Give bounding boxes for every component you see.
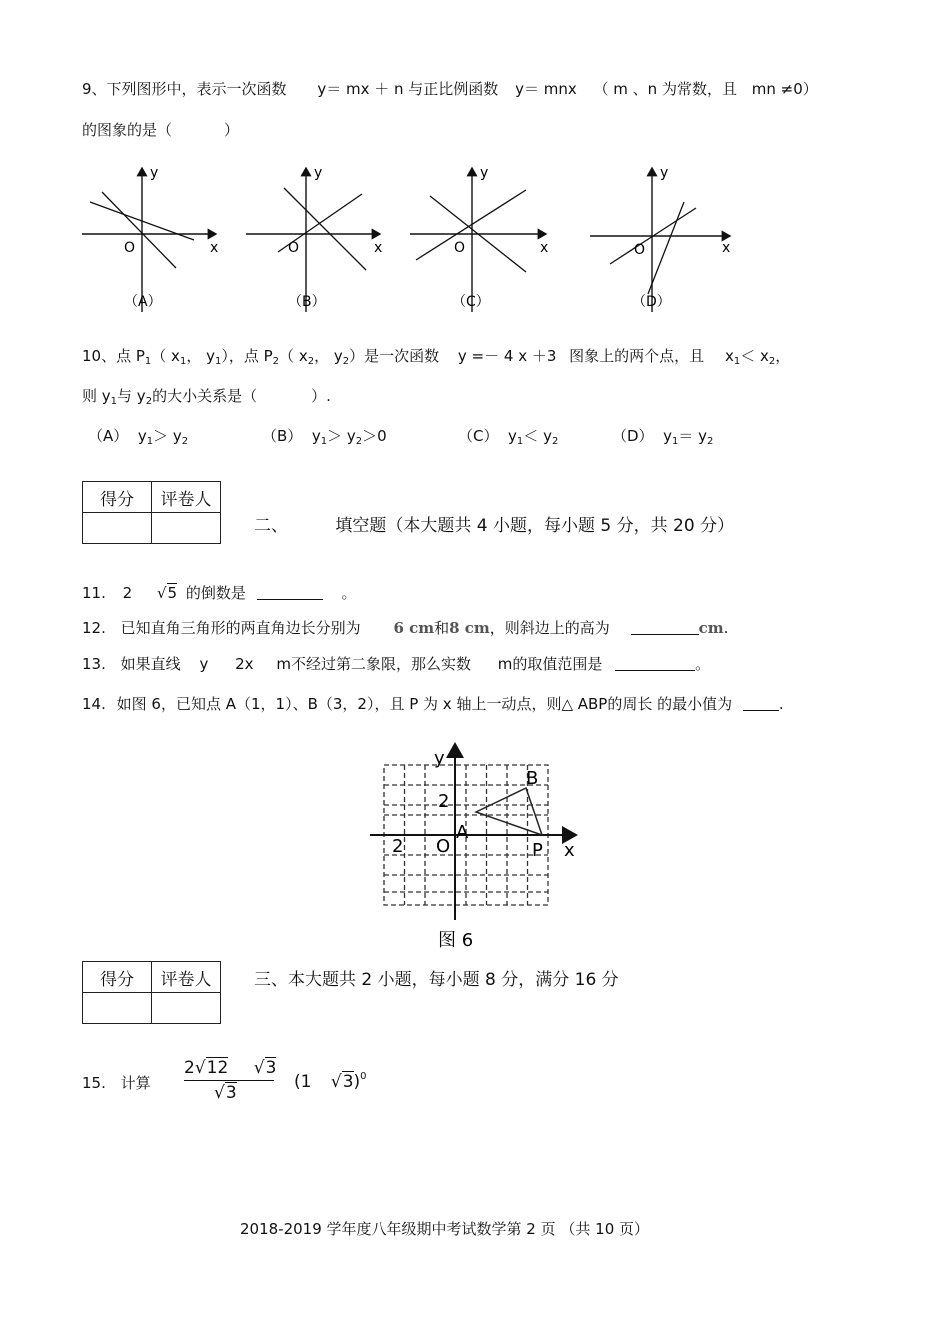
q10-option-c-tag: （C） — [458, 427, 499, 445]
grader-label: 评卷人 — [152, 482, 221, 513]
graph-c-x-label: x — [540, 240, 549, 256]
q10-option-a-tag: （A） — [88, 427, 129, 445]
section-3-title: 三、本大题共 2 小题，每小题 8 分，满分 16 分 — [254, 970, 619, 990]
q9-text-mid: 与正比例函数 — [408, 80, 499, 98]
fig6-tick-y-2: 2 — [438, 791, 450, 812]
q10-line2-a: 则 y — [82, 387, 111, 405]
q14-answer-blank[interactable] — [743, 696, 779, 711]
graph-b-x-label: x — [374, 240, 383, 256]
q14-num: 14. — [82, 695, 106, 713]
graph-d-x-label: x — [722, 240, 731, 256]
q11-coef: 2 — [122, 584, 133, 602]
q10-cmp: x — [724, 347, 734, 365]
q10-p2-y: ， y — [314, 347, 343, 365]
q10-tail: 图象上的两个点，且 — [569, 347, 705, 365]
q12-text: 已知直角三角形的两直角边长分别为 — [120, 619, 361, 637]
score-cell-2[interactable] — [83, 993, 152, 1024]
q10-p1-y: ， y — [186, 347, 215, 365]
graph-b-y-label: y — [314, 165, 323, 181]
q15-coef: 2 — [184, 1058, 195, 1078]
q9-graphs — [80, 160, 740, 315]
q12 — [82, 617, 728, 638]
q12-and: 和 — [434, 619, 450, 637]
graph-d-origin: O — [634, 242, 646, 258]
q11-radicand: 5 — [167, 584, 178, 602]
graph-c-label: （C） — [452, 294, 490, 310]
q15-den-rad: 3 — [225, 1083, 237, 1103]
graph-a-origin: O — [124, 240, 136, 256]
q15-num: 15. — [82, 1074, 106, 1092]
graph-c-origin: O — [454, 240, 466, 256]
graph-c — [410, 165, 548, 312]
graph-c-line-1 — [416, 190, 526, 260]
q9-formula-2: y＝ mnx — [515, 80, 577, 98]
fig6-triangle-abp — [476, 788, 542, 835]
q10-cmp-end: ， — [775, 347, 791, 365]
q15-paren-open: (1 — [294, 1072, 312, 1092]
figure-6 — [360, 740, 590, 955]
q13-m: m — [276, 655, 291, 673]
q10-option-a-y1: y — [137, 427, 147, 445]
graph-c-y-label: y — [480, 165, 489, 181]
q13-num: 13. — [82, 655, 106, 673]
q10-p1: 10、点 P — [82, 347, 145, 365]
q13-text-a: 如果直线 — [120, 655, 181, 673]
q13-end: 。 — [695, 655, 711, 673]
q12-value-1: 6 cm — [393, 619, 435, 637]
q13-text-c: 不经过第二象限，那么实数 — [290, 655, 471, 673]
q10-line2-c: 的大小关系是（ — [152, 387, 258, 405]
q11-end: 。 — [341, 584, 357, 602]
q9-condition: （ m 、n 为常数，且 — [593, 80, 737, 98]
q14 — [82, 693, 784, 714]
q10-option-d: （D） $y_1= y_2$ — [612, 427, 714, 447]
graph-a-x-label: x — [210, 240, 219, 256]
q12-tail: ，则斜边上的高为 — [489, 619, 610, 637]
fig6-y-label: y — [434, 748, 445, 769]
q9-line2 — [82, 119, 239, 140]
graph-a-y-label: y — [150, 165, 159, 181]
q11-answer-blank[interactable] — [257, 585, 323, 600]
q9-line1 — [82, 78, 818, 99]
q15-exponent: 0 — [360, 1071, 367, 1082]
q10-p2-close: ）是一次函数 — [349, 347, 440, 365]
fig6-point-b: B — [526, 768, 539, 789]
q9-formula-1: y＝ mx ＋ n — [317, 80, 404, 98]
q10-line2-b: 与 y — [117, 387, 146, 405]
q14-text: 如图 6，已知点 A（1，1）、B（3，2），且 P 为 x 轴上一动点，则△ ABP的周长 的最小值为 — [116, 695, 733, 713]
section-2-title: 填空题（本大题共 4 小题，每小题 5 分，共 20 分） — [335, 516, 735, 536]
q10-option-a: （A） $y_1> y_2$ — [88, 427, 189, 447]
graph-b — [246, 165, 382, 312]
q10-option-d-y1: y — [663, 427, 672, 445]
q10-option-d-y2: ＝ y — [678, 427, 708, 445]
q12-value-2: 8 cm — [449, 619, 490, 637]
q10-option-c-y1: y — [508, 427, 517, 445]
q15-fraction — [184, 1058, 276, 1103]
fig6-point-a: A — [456, 822, 469, 843]
score-label: 得分 — [83, 482, 152, 513]
q10-line2: 则 $y_1$与 $y_2$的大小关系是（ ）. — [82, 387, 331, 407]
fig6-point-p: P — [532, 840, 543, 861]
q13-2x: 2x — [235, 655, 254, 673]
q15-paren-rad: 3 — [342, 1072, 354, 1092]
q11-text: 的倒数是 — [185, 584, 246, 602]
graph-a — [82, 165, 218, 312]
q10-p2-sub: 2 — [272, 356, 280, 367]
q15-paren-close: ) — [353, 1072, 361, 1092]
graph-d-line-2 — [648, 202, 684, 294]
score-cell[interactable] — [83, 513, 152, 544]
section-2-heading — [254, 511, 734, 536]
q15-numerator: 2√12 √3 — [184, 1058, 277, 1078]
q9-condition-mn: mn ≠0） — [751, 80, 818, 98]
q12-unit: cm — [698, 619, 724, 637]
q15-fraction-bar — [184, 1080, 274, 1081]
fig6-origin: O — [436, 836, 451, 857]
q9-line2-close: ） — [224, 121, 240, 139]
q9-text-start: 9、下列图形中，表示一次函数 — [82, 80, 287, 98]
section-2-num: 二、 — [254, 516, 288, 536]
q10-option-d-tag: （D） — [612, 427, 654, 445]
q13-m2: m — [497, 655, 513, 673]
section-3-heading — [254, 965, 619, 990]
q11: 11. 2 √5 的倒数是 。 — [82, 584, 357, 602]
graph-d — [590, 165, 730, 312]
q10-p1-x: （ x — [151, 347, 180, 365]
q10-option-b: （B） $y_1> y_2>0$ — [262, 427, 387, 447]
q10-option-c: （C） $y_1< y_2$ — [458, 427, 559, 447]
q10-option-c-y2: ＜ y — [523, 427, 552, 445]
q13-answer-blank[interactable] — [615, 656, 695, 671]
q15-label — [82, 1072, 151, 1093]
q12-answer-blank[interactable] — [631, 620, 699, 635]
fig6-caption: 图 6 — [438, 930, 474, 951]
graph-d-label: （D） — [632, 294, 671, 310]
score-label-2: 得分 — [83, 962, 152, 993]
q10-option-b-tag: （B） — [262, 427, 303, 445]
q15-text: 计算 — [120, 1074, 151, 1092]
q15-paren-term: (1 √3)$^0$ — [294, 1071, 367, 1092]
score-box-1 — [82, 481, 221, 544]
graph-d-y-label: y — [660, 165, 669, 181]
q15-denominator: √3 — [214, 1083, 237, 1103]
q15-rad12: 12 — [206, 1058, 229, 1078]
q15-rad3: 3 — [265, 1058, 277, 1078]
q10-line2-d: ）. — [311, 387, 331, 405]
q10-cmp-b: ＜ x — [740, 347, 769, 365]
graph-b-label: （B） — [288, 294, 326, 310]
fig6-tick-x-2: 2 — [392, 836, 404, 857]
grader-cell[interactable] — [152, 513, 221, 544]
q10-p2: ），点 P — [221, 347, 273, 365]
grader-cell-2[interactable] — [152, 993, 221, 1024]
q10-function: y =－ 4 x ＋3 — [457, 347, 557, 365]
q11-num: 11. — [82, 584, 106, 602]
q10-p1-sub: 1 — [144, 356, 152, 367]
q10-option-a-y2: ＞ y — [153, 427, 182, 445]
q10-option-b-zero: ＞0 — [362, 427, 387, 445]
q10-option-b-y2: ＞ y — [327, 427, 356, 445]
q10-option-b-y1: y — [311, 427, 321, 445]
q10-line1: 10、点 $P_1$（ $x_1$， $y_1$），点 $P_2$（ $x_2$， $y_2$）是一次函数 y =－ 4 x ＋3 图象上的两个点，且 $x_1< x_2$， — [82, 347, 791, 367]
graph-a-label: （A） — [124, 294, 162, 310]
q10-p2-x: （ x — [279, 347, 308, 365]
fig6-x-label: x — [564, 840, 575, 861]
q12-end: . — [723, 619, 729, 637]
q14-end: . — [778, 695, 784, 713]
q13 — [82, 653, 710, 674]
page-footer: 2018-2019 学年度八年级期中考试数学第 2 页 （共 10 页） — [240, 1220, 650, 1238]
score-box-2 — [82, 961, 221, 1024]
q12-num: 12. — [82, 619, 106, 637]
graph-b-origin: O — [288, 240, 300, 256]
grader-label-2: 评卷人 — [152, 962, 221, 993]
q13-text-d: 的取值范围是 — [512, 655, 603, 673]
q13-y: y — [199, 655, 209, 673]
q9-line2-text: 的图象的是（ — [82, 121, 173, 139]
